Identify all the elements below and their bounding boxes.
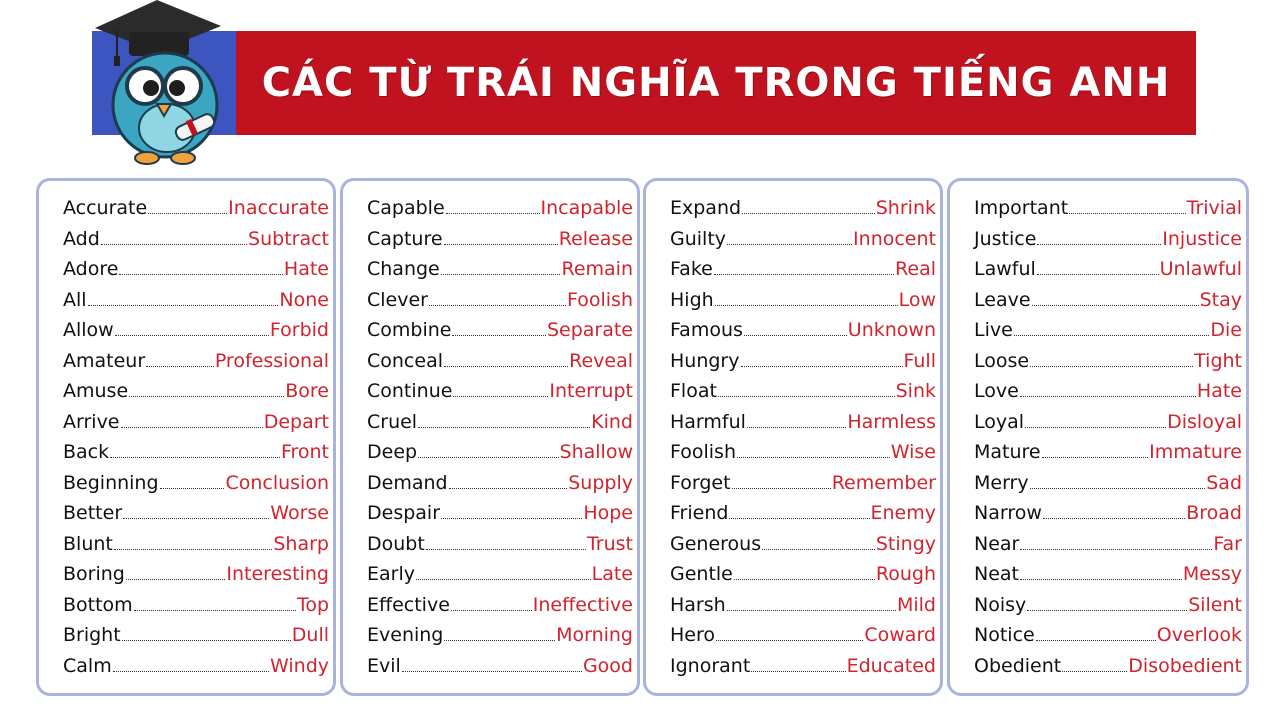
word: Famous bbox=[670, 319, 743, 342]
antonym-row bbox=[670, 191, 936, 219]
antonym: Stingy bbox=[875, 532, 936, 555]
antonym-row bbox=[367, 374, 633, 402]
antonym-row bbox=[974, 527, 1242, 555]
word: Float bbox=[670, 380, 717, 403]
dotted-leader bbox=[727, 610, 896, 611]
dotted-leader bbox=[402, 671, 582, 672]
antonym-row bbox=[63, 466, 329, 494]
word: Clever bbox=[367, 288, 428, 311]
word: Harmful bbox=[670, 410, 746, 433]
antonym: Hate bbox=[1196, 380, 1242, 403]
antonym: Interrupt bbox=[549, 380, 633, 403]
dotted-leader bbox=[115, 335, 269, 336]
dotted-leader bbox=[1020, 579, 1182, 580]
antonym-row bbox=[670, 344, 936, 372]
word: High bbox=[670, 288, 714, 311]
antonym-row bbox=[670, 618, 936, 646]
antonym: Depart bbox=[263, 410, 329, 433]
antonym: Educated bbox=[846, 654, 936, 677]
antonym-row bbox=[670, 496, 936, 524]
word: Doubt bbox=[367, 532, 425, 555]
antonym: Sharp bbox=[273, 532, 329, 555]
word: Evil bbox=[367, 654, 401, 677]
word: Effective bbox=[367, 593, 450, 616]
dotted-leader bbox=[88, 305, 279, 306]
antonym-row bbox=[63, 527, 329, 555]
dotted-leader bbox=[126, 579, 226, 580]
antonym-row bbox=[974, 191, 1242, 219]
word: Despair bbox=[367, 502, 441, 525]
word: Harsh bbox=[670, 593, 726, 616]
word: Early bbox=[367, 563, 415, 586]
word: Bright bbox=[63, 624, 121, 647]
dotted-leader bbox=[416, 579, 591, 580]
antonym: Incapable bbox=[540, 197, 633, 219]
antonym: Injustice bbox=[1162, 227, 1242, 250]
antonym: Trivial bbox=[1186, 197, 1242, 219]
word: Calm bbox=[63, 654, 112, 677]
antonym: Mild bbox=[896, 593, 936, 616]
dotted-leader bbox=[1037, 244, 1161, 245]
antonym-row bbox=[974, 557, 1242, 585]
word: Guilty bbox=[670, 227, 727, 250]
antonym-row bbox=[367, 466, 633, 494]
dotted-leader bbox=[148, 213, 227, 214]
word: Leave bbox=[974, 288, 1031, 311]
dotted-leader bbox=[160, 488, 225, 489]
antonym-row bbox=[63, 649, 329, 677]
word: Generous bbox=[670, 532, 762, 555]
dotted-leader bbox=[737, 457, 890, 458]
dotted-leader bbox=[101, 244, 247, 245]
antonym: Ineffective bbox=[532, 593, 633, 616]
word: Justice bbox=[974, 227, 1037, 250]
word: Bottom bbox=[63, 593, 133, 616]
antonym: Foolish bbox=[567, 288, 633, 311]
antonym-row bbox=[670, 435, 936, 463]
antonym: Front bbox=[280, 441, 329, 464]
antonym-row bbox=[367, 649, 633, 677]
word: Foolish bbox=[670, 441, 736, 464]
word: Friend bbox=[670, 502, 729, 525]
pair-list bbox=[974, 191, 1242, 677]
antonym: Real bbox=[895, 258, 936, 281]
word: Accurate bbox=[63, 197, 148, 219]
antonym-row bbox=[63, 618, 329, 646]
antonym: Enemy bbox=[870, 502, 936, 525]
antonym: Full bbox=[903, 349, 936, 372]
antonym: Coward bbox=[864, 624, 936, 647]
antonym: Worse bbox=[270, 502, 329, 525]
antonym: Unlawful bbox=[1159, 258, 1242, 281]
antonym: Silent bbox=[1188, 593, 1242, 616]
dotted-leader bbox=[1027, 610, 1187, 611]
antonym: Harmless bbox=[847, 410, 936, 433]
word: Ignorant bbox=[670, 654, 751, 677]
dotted-leader bbox=[751, 671, 845, 672]
word: Expand bbox=[670, 197, 742, 219]
antonym: Overlook bbox=[1156, 624, 1242, 647]
page-title: CÁC TỪ TRÁI NGHĨA TRONG TIẾNG ANH bbox=[261, 60, 1171, 106]
antonym: Remain bbox=[561, 258, 633, 281]
antonym-row bbox=[974, 252, 1242, 280]
dotted-leader bbox=[734, 579, 875, 580]
antonym-row bbox=[63, 374, 329, 402]
dotted-leader bbox=[1020, 396, 1196, 397]
antonym-row bbox=[670, 313, 936, 341]
antonym: Bore bbox=[285, 380, 329, 403]
dotted-leader bbox=[714, 274, 894, 275]
antonym-row bbox=[974, 618, 1242, 646]
antonym-row bbox=[367, 344, 633, 372]
word: Boring bbox=[63, 563, 125, 586]
pair-list bbox=[367, 191, 633, 677]
dotted-leader bbox=[122, 640, 291, 641]
word: Better bbox=[63, 502, 123, 525]
dotted-leader bbox=[1037, 274, 1159, 275]
dotted-leader bbox=[134, 610, 296, 611]
dotted-leader bbox=[1042, 457, 1149, 458]
dotted-leader bbox=[727, 244, 852, 245]
antonym-row bbox=[63, 252, 329, 280]
word: All bbox=[63, 288, 87, 311]
antonym-row bbox=[63, 191, 329, 219]
antonym-row bbox=[974, 313, 1242, 341]
dotted-leader bbox=[441, 518, 582, 519]
word: Loyal bbox=[974, 410, 1025, 433]
antonym-row bbox=[367, 588, 633, 616]
word: Change bbox=[367, 258, 440, 281]
antonym-row bbox=[670, 649, 936, 677]
dotted-leader bbox=[146, 366, 214, 367]
dotted-leader bbox=[426, 549, 586, 550]
antonym: Morning bbox=[556, 624, 633, 647]
antonym: Disloyal bbox=[1167, 410, 1242, 433]
antonym-row bbox=[367, 557, 633, 585]
antonym: Messy bbox=[1182, 563, 1242, 586]
antonym-row bbox=[670, 405, 936, 433]
dotted-leader bbox=[446, 213, 540, 214]
antonym-row bbox=[974, 374, 1242, 402]
dotted-leader bbox=[715, 305, 898, 306]
antonym: Forbid bbox=[269, 319, 329, 342]
dotted-leader bbox=[441, 274, 561, 275]
antonym-row bbox=[974, 435, 1242, 463]
word: Noisy bbox=[974, 593, 1027, 616]
word: Demand bbox=[367, 471, 448, 494]
word: Beginning bbox=[63, 471, 159, 494]
dotted-leader bbox=[747, 427, 846, 428]
word: Obedient bbox=[974, 654, 1062, 677]
word: Amateur bbox=[63, 349, 146, 372]
antonym-row bbox=[63, 588, 329, 616]
word: Blunt bbox=[63, 532, 113, 555]
dotted-leader bbox=[741, 366, 903, 367]
antonym-row bbox=[367, 191, 633, 219]
dotted-leader bbox=[742, 213, 875, 214]
antonym-row bbox=[63, 222, 329, 250]
dotted-leader bbox=[418, 457, 558, 458]
antonym-column-3 bbox=[643, 178, 943, 696]
word: Merry bbox=[974, 471, 1029, 494]
dotted-leader bbox=[110, 457, 280, 458]
antonym-row bbox=[670, 252, 936, 280]
antonym: Dull bbox=[291, 624, 329, 647]
antonym: Die bbox=[1210, 319, 1242, 342]
antonym-row bbox=[670, 283, 936, 311]
dotted-leader bbox=[453, 396, 548, 397]
word: Evening bbox=[367, 624, 444, 647]
antonym: Inaccurate bbox=[228, 197, 329, 219]
dotted-leader bbox=[444, 640, 555, 641]
antonym-row bbox=[63, 344, 329, 372]
dotted-leader bbox=[113, 671, 269, 672]
dotted-leader bbox=[716, 640, 863, 641]
antonym-row bbox=[670, 557, 936, 585]
dotted-leader bbox=[114, 549, 273, 550]
antonym: Release bbox=[558, 227, 633, 250]
antonym-row bbox=[367, 283, 633, 311]
dotted-leader bbox=[1030, 488, 1206, 489]
word: Conceal bbox=[367, 349, 443, 372]
antonym: Conclusion bbox=[225, 471, 329, 494]
antonym-row bbox=[63, 405, 329, 433]
antonym-row bbox=[974, 649, 1242, 677]
antonym: Supply bbox=[568, 471, 633, 494]
antonym: Reveal bbox=[569, 349, 633, 372]
antonym: Broad bbox=[1186, 502, 1242, 525]
dotted-leader bbox=[444, 244, 558, 245]
word: Near bbox=[974, 532, 1020, 555]
antonym-row bbox=[367, 405, 633, 433]
antonym: Late bbox=[591, 563, 633, 586]
word: Neat bbox=[974, 563, 1019, 586]
antonym-row bbox=[367, 496, 633, 524]
word: Mature bbox=[974, 441, 1041, 464]
antonym-row bbox=[974, 344, 1242, 372]
dotted-leader bbox=[744, 335, 847, 336]
word: Amuse bbox=[63, 380, 129, 403]
word: Back bbox=[63, 441, 110, 464]
dotted-leader bbox=[123, 518, 269, 519]
word: Capable bbox=[367, 197, 445, 219]
antonym-row bbox=[63, 557, 329, 585]
dotted-leader bbox=[452, 335, 545, 336]
word: Arrive bbox=[63, 410, 120, 433]
dotted-leader bbox=[1043, 518, 1185, 519]
antonym-row bbox=[974, 283, 1242, 311]
dotted-leader bbox=[1062, 671, 1127, 672]
antonym: Disobedient bbox=[1128, 654, 1242, 677]
antonym-row bbox=[974, 588, 1242, 616]
antonym: Kind bbox=[591, 410, 633, 433]
antonym: Trust bbox=[586, 532, 633, 555]
word: Add bbox=[63, 227, 100, 250]
word: Hungry bbox=[670, 349, 740, 372]
dotted-leader bbox=[732, 488, 831, 489]
antonym-row bbox=[670, 466, 936, 494]
antonym-row bbox=[974, 466, 1242, 494]
word: Loose bbox=[974, 349, 1030, 372]
dotted-leader bbox=[1025, 427, 1166, 428]
word: Narrow bbox=[974, 502, 1042, 525]
antonym-row bbox=[670, 374, 936, 402]
dotted-leader bbox=[729, 518, 869, 519]
word: Continue bbox=[367, 380, 453, 403]
dotted-leader bbox=[718, 396, 895, 397]
owl-graduate-icon bbox=[95, 0, 235, 170]
antonym-row bbox=[670, 222, 936, 250]
antonym: Immature bbox=[1149, 441, 1242, 464]
antonym: Shrink bbox=[875, 197, 936, 219]
dotted-leader bbox=[762, 549, 875, 550]
antonym: Separate bbox=[546, 319, 633, 342]
antonym: Top bbox=[296, 593, 329, 616]
dotted-leader bbox=[119, 274, 282, 275]
dotted-leader bbox=[429, 305, 566, 306]
antonym-row bbox=[63, 496, 329, 524]
word: Important bbox=[974, 197, 1069, 219]
antonym-row bbox=[974, 222, 1242, 250]
antonym: Low bbox=[898, 288, 936, 311]
antonym-row bbox=[974, 405, 1242, 433]
word: Deep bbox=[367, 441, 418, 464]
antonym-column-4 bbox=[947, 178, 1249, 696]
antonym: Sink bbox=[895, 380, 936, 403]
antonym: Professional bbox=[214, 349, 329, 372]
antonym-row bbox=[367, 435, 633, 463]
word: Fake bbox=[670, 258, 713, 281]
antonym: Innocent bbox=[853, 227, 936, 250]
dotted-leader bbox=[449, 488, 568, 489]
antonym: Interesting bbox=[226, 563, 329, 586]
antonym: Hope bbox=[583, 502, 633, 525]
antonym: Unknown bbox=[847, 319, 936, 342]
word: Live bbox=[974, 319, 1013, 342]
antonym: Rough bbox=[875, 563, 936, 586]
antonym: Good bbox=[582, 654, 633, 677]
dotted-leader bbox=[1032, 305, 1199, 306]
word: Forget bbox=[670, 471, 731, 494]
dotted-leader bbox=[451, 610, 532, 611]
word: Adore bbox=[63, 258, 119, 281]
antonym-row bbox=[367, 618, 633, 646]
antonym-column-1 bbox=[36, 178, 336, 696]
dotted-leader bbox=[1020, 549, 1212, 550]
antonym: Remember bbox=[831, 471, 936, 494]
word: Allow bbox=[63, 319, 114, 342]
dotted-leader bbox=[121, 427, 263, 428]
dotted-leader bbox=[129, 396, 284, 397]
word: Gentle bbox=[670, 563, 733, 586]
antonym: Windy bbox=[270, 654, 329, 677]
antonym-row bbox=[367, 222, 633, 250]
antonym: Hate bbox=[283, 258, 329, 281]
antonym: Shallow bbox=[559, 441, 633, 464]
antonym: Subtract bbox=[248, 227, 329, 250]
dotted-leader bbox=[1014, 335, 1210, 336]
pair-list bbox=[670, 191, 936, 677]
antonym: Sad bbox=[1206, 471, 1242, 494]
word: Cruel bbox=[367, 410, 418, 433]
word: Combine bbox=[367, 319, 452, 342]
word: Lawful bbox=[974, 258, 1036, 281]
word: Notice bbox=[974, 624, 1035, 647]
dotted-leader bbox=[1069, 213, 1185, 214]
word: Hero bbox=[670, 624, 715, 647]
antonym-row bbox=[974, 496, 1242, 524]
antonym-row bbox=[367, 252, 633, 280]
antonym: None bbox=[279, 288, 329, 311]
dotted-leader bbox=[1036, 640, 1156, 641]
antonym-row bbox=[367, 527, 633, 555]
antonym-column-2 bbox=[340, 178, 640, 696]
dotted-leader bbox=[418, 427, 590, 428]
word: Love bbox=[974, 380, 1019, 403]
word: Capture bbox=[367, 227, 443, 250]
antonym-row bbox=[63, 283, 329, 311]
dotted-leader bbox=[444, 366, 568, 367]
antonym-row bbox=[670, 527, 936, 555]
pair-list bbox=[63, 191, 329, 677]
antonym-row bbox=[367, 313, 633, 341]
antonym-row bbox=[63, 313, 329, 341]
antonym-row bbox=[670, 588, 936, 616]
antonym: Stay bbox=[1199, 288, 1242, 311]
dotted-leader bbox=[1030, 366, 1193, 367]
antonym: Wise bbox=[890, 441, 936, 464]
antonym: Far bbox=[1213, 532, 1242, 555]
antonym: Tight bbox=[1194, 349, 1242, 372]
antonym-row bbox=[63, 435, 329, 463]
